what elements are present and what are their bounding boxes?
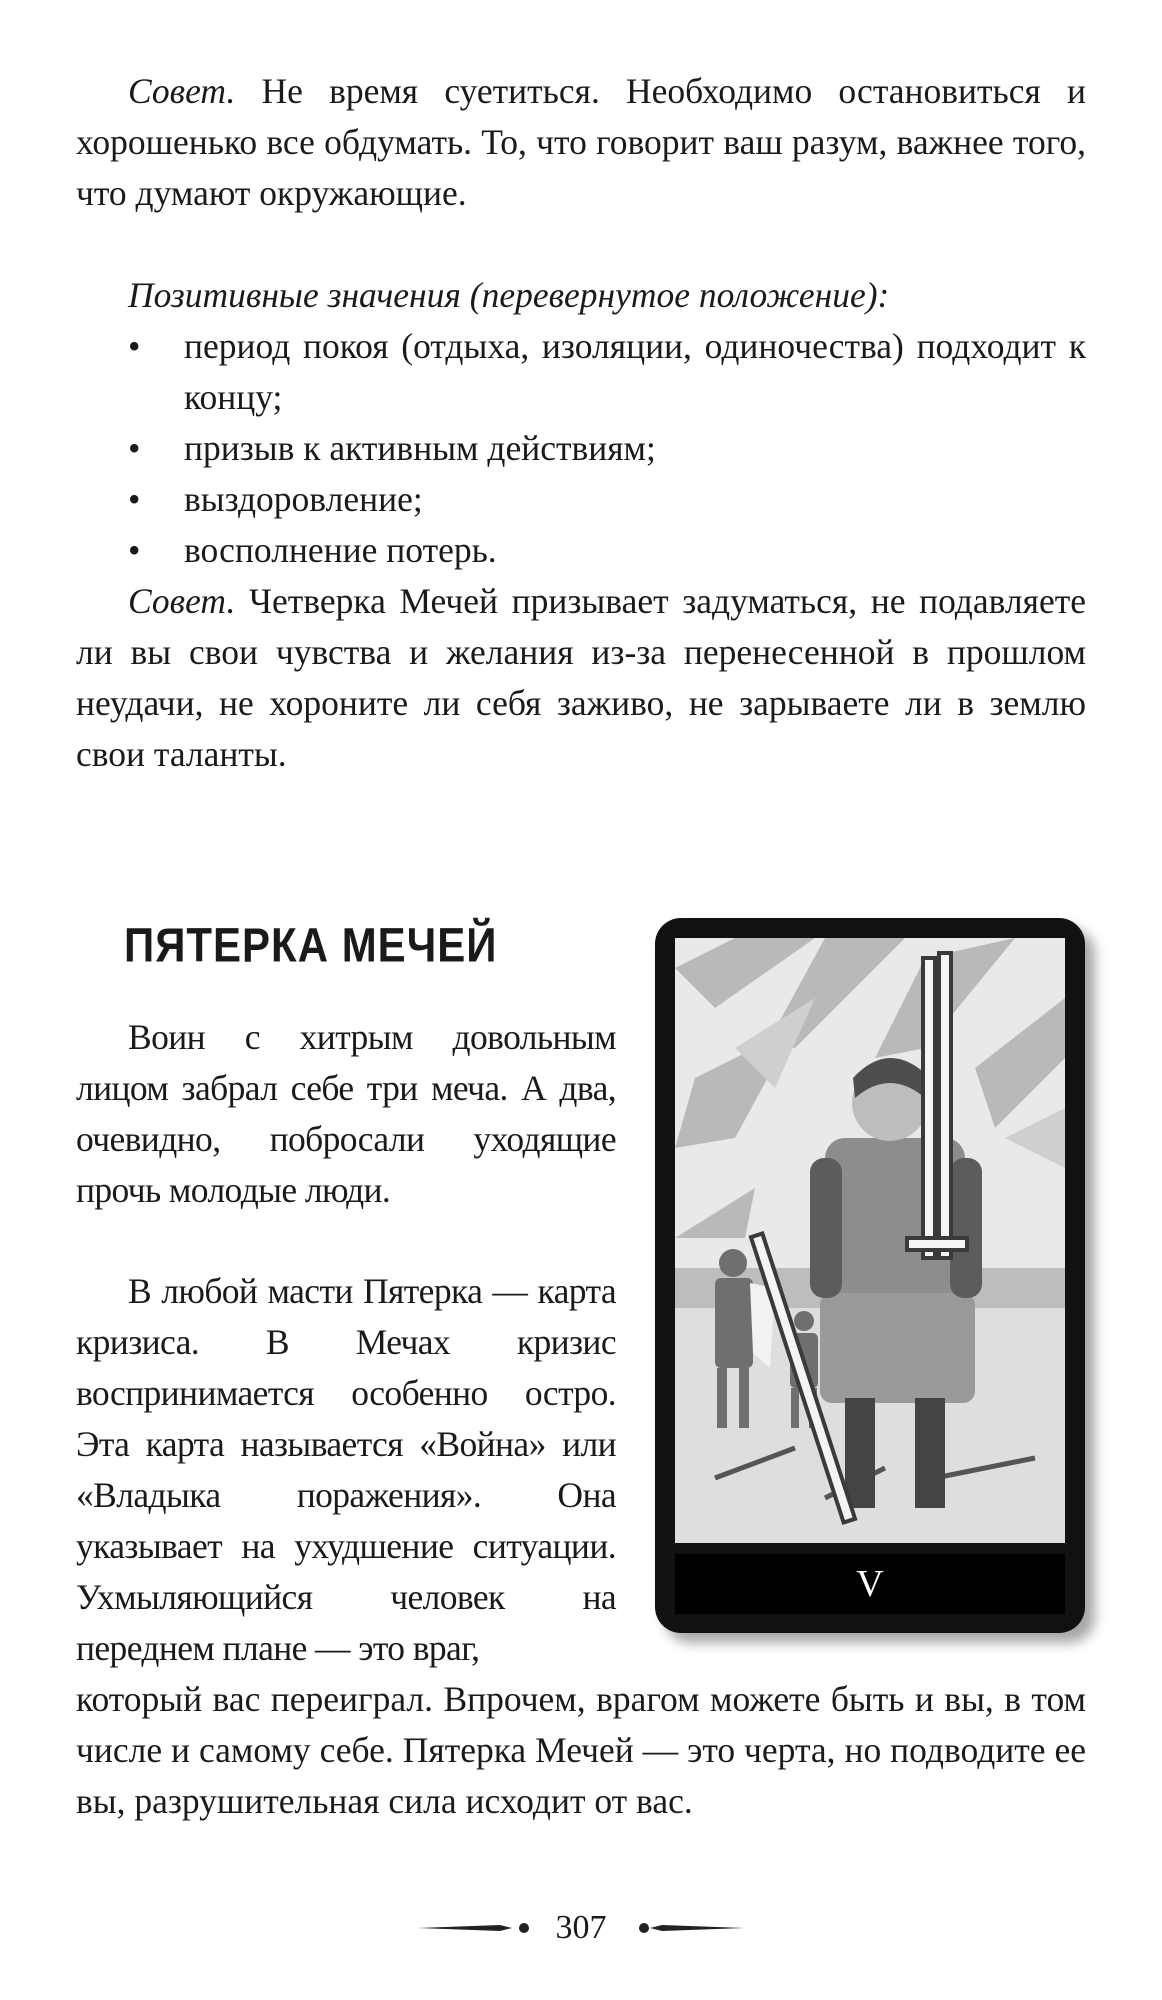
positive-meanings-list	[76, 321, 1086, 576]
bullet-icon: •	[128, 326, 141, 366]
bullet-icon: •	[128, 479, 141, 519]
tarot-card	[655, 918, 1085, 1633]
bullet-icon: •	[128, 530, 141, 570]
card-illustration	[675, 938, 1065, 1543]
five-of-swords-illustration	[675, 938, 1065, 1543]
bullet-icon: •	[128, 428, 141, 468]
list-item: • выздоровление;	[76, 474, 1086, 525]
section-body-narrow: В любой масти Пятерка — карта кризиса. В Мечах кризис воспринимается особенно остро. Эта карта называется «Война» или «Владыка поражения». Она указывает на ухудшение ситуации. Ухмыляющийся человек на переднем плане — это враг,	[76, 1271, 616, 1668]
page-number: 307	[555, 1909, 607, 1946]
list-item: • период покоя (отдыха, изоляции, одиночества) подходит к концу;	[76, 321, 1086, 423]
advice-paragraph-1	[76, 66, 1086, 219]
positive-meanings	[76, 270, 1086, 576]
advice-paragraph-2	[76, 576, 1086, 780]
advice-text: Четверка Мечей призывает задуматься, не подавляете ли вы свои чувства и желания из-за перенесенной в прошлом неудачи, не хороните ли себя заживо, не зарываете ли в землю свои таланты.	[76, 581, 1086, 774]
positive-meanings-heading: Позитивные значения (перевернутое положение):	[128, 275, 890, 315]
list-item: • призыв к активным действиям;	[76, 423, 1086, 474]
list-item: • восполнение потерь.	[76, 525, 1086, 576]
advice-label: Совет.	[128, 71, 236, 111]
advice-label: Совет.	[128, 581, 236, 621]
card-numeral: V	[675, 1554, 1065, 1614]
section-intro: Воин с хитрым довольным лицом забрал себе три меча. А два, очевидно, побросали уходящие прочь молодые люди.	[76, 1017, 616, 1210]
advice-text: Не время суетиться. Необходимо остановиться и хорошенько все обдумать. То, что говорит ваш разум, важнее того, что думают окружающие.	[76, 71, 1086, 213]
section-title: ПЯТЕРКА МЕЧЕЙ	[124, 918, 498, 973]
page-footer	[0, 1908, 1162, 1948]
section-body-wide: который вас переиграл. Впрочем, врагом можете быть и вы, в том числе и самому себе. Пятерка Мечей — это черта, но подводите ее вы, разрушительная сила исходит от вас.	[76, 1679, 1086, 1821]
